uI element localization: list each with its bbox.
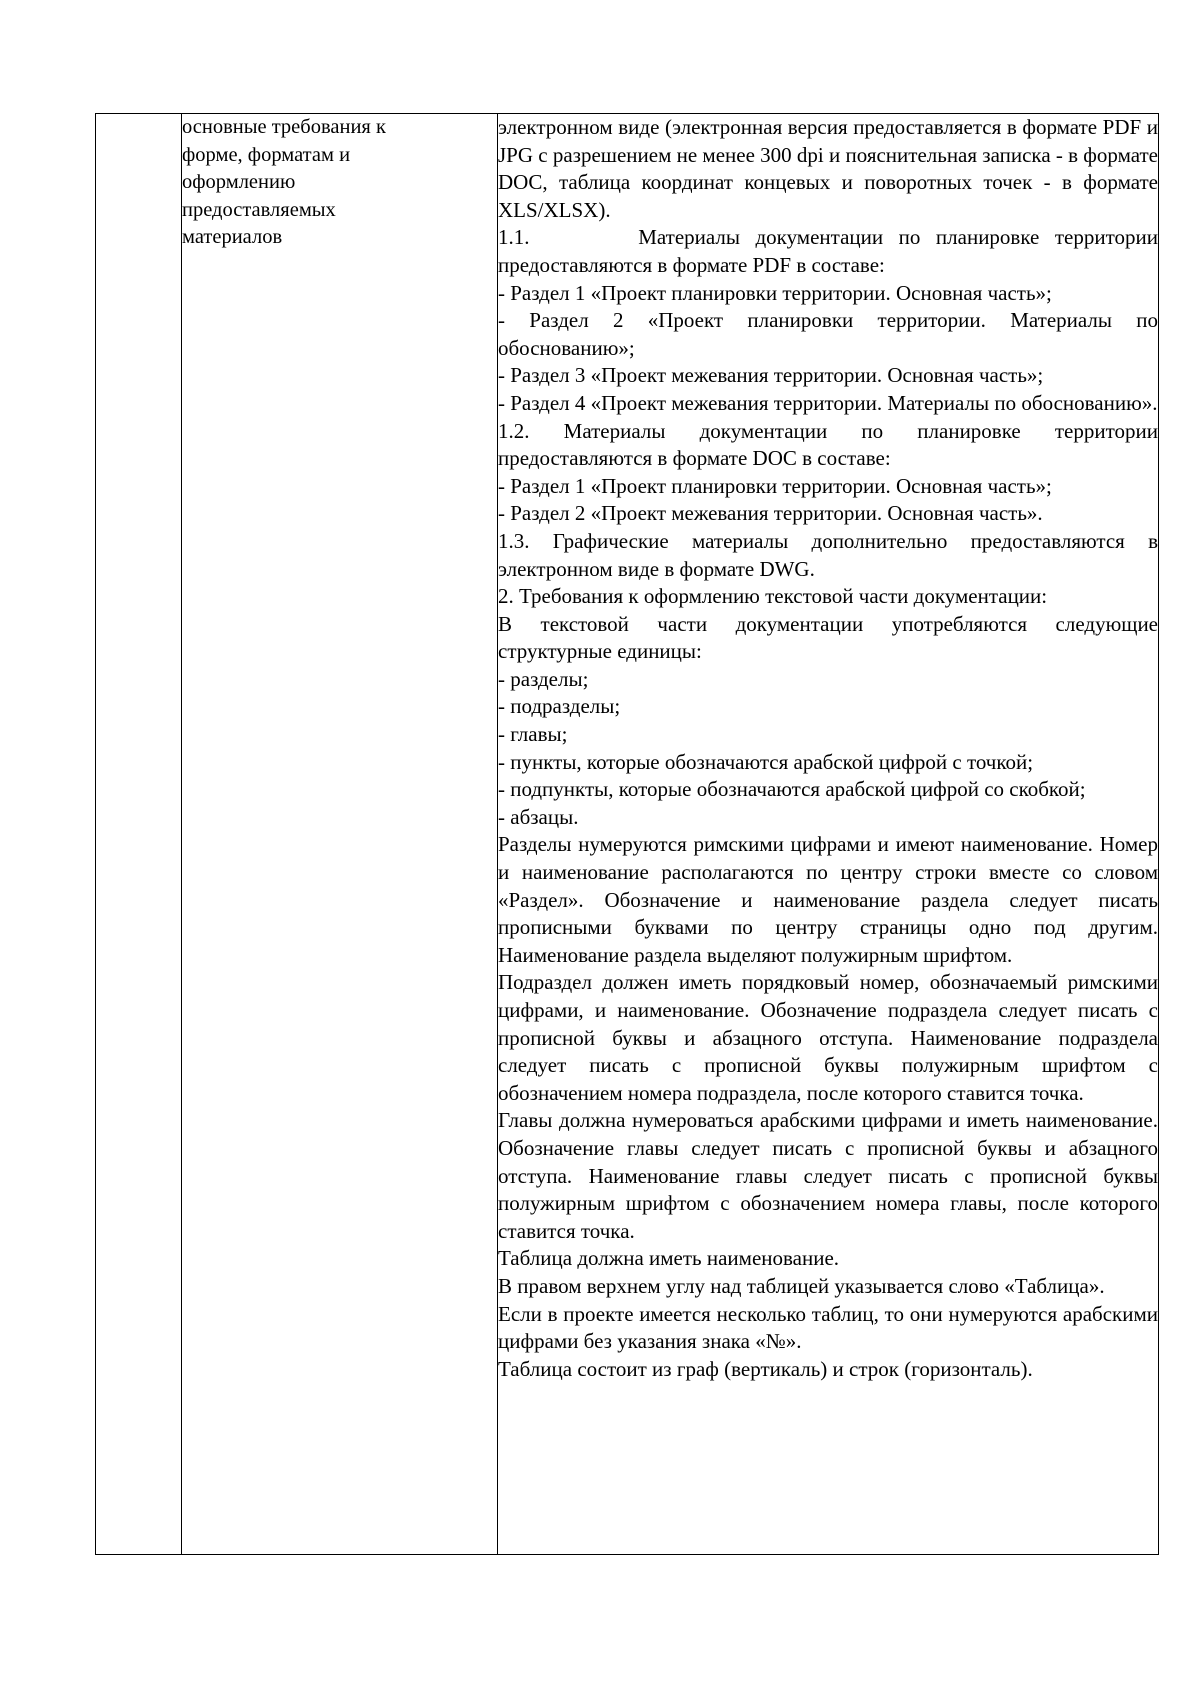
list-item: - абзацы. [498, 804, 579, 829]
list-item: - Раздел 2 «Проект планировки территории. Материалы по обоснованию»; [498, 308, 1158, 360]
list-item: - Раздел 3 «Проект межевания территории. Основная часть»; [498, 363, 1044, 388]
paragraph: Таблица состоит из граф (вертикаль) и строк (горизонталь). [498, 1356, 1033, 1381]
row-name-line: материалов [182, 226, 283, 249]
list-item: - Раздел 1 «Проект планировки территории. Основная часть»; [498, 473, 1052, 498]
row-name-line: форме, форматам и [182, 143, 351, 166]
row-description-cell [498, 114, 1159, 1555]
list-item: - пункты, которые обозначаются арабской цифрой с точкой; [498, 749, 1034, 774]
list-item: - Раздел 2 «Проект межевания территории. Основная часть». [498, 501, 1043, 526]
row-name-line: оформлению [182, 171, 296, 194]
requirements-table [95, 113, 1159, 1555]
list-item: - главы; [498, 722, 568, 747]
paragraph: 2. Требования к оформлению текстовой части документации: [498, 584, 1048, 609]
paragraph: Если в проекте имеется несколько таблиц, то они нумеруются арабскими цифрами без указания знака «№». [498, 1301, 1158, 1354]
row-name-line: основные требования к [182, 116, 386, 138]
list-item: - Раздел 1 «Проект планировки территории. Основная часть»; [498, 280, 1052, 305]
paragraph: 1.3. Графические материалы дополнительно предоставляются в электронном виде в формате DWG. [498, 528, 1158, 581]
paragraph: Подраздел должен иметь порядковый номер, обозначаемый римскими цифрами, и наименование. Обозначение подраздела следует писать с прописной буквы и абзацного отступа. Наименование подраздела следует писать с прописной буквы полужирным шрифтом с обозначением номера подраздела, после которого ставится точка. [498, 970, 1158, 1105]
list-item: - Раздел 4 «Проект межевания территории. Материалы по обоснованию». [498, 390, 1158, 415]
paragraph: В текстовой части документации употребляются следующие структурные единицы: [498, 611, 1158, 664]
row-number-cell [96, 114, 182, 1555]
row-name-cell [182, 114, 498, 1555]
paragraph: В правом верхнем углу над таблицей указывается слово «Таблица». [498, 1273, 1105, 1298]
paragraph: 1.1. Материалы документации по планировке территории предоставляются в формате PDF в составе: [498, 225, 1158, 277]
row-name-line: предоставляемых [182, 198, 336, 221]
list-item: - подпункты, которые обозначаются арабской цифрой со скобкой; [498, 777, 1086, 802]
paragraph: электронном виде (электронная версия предоставляется в формате PDF и JPG с разрешением не менее 300 dpi и пояснительная записка - в формате DOC, таблица координат концевых и поворотных точек - в формате XLS/XLSX). [498, 115, 1159, 222]
paragraph: 1.2. Материалы документации по планировке территории предоставляются в формате DOC в составе: [498, 418, 1158, 471]
paragraph: Таблица должна иметь наименование. [498, 1246, 840, 1271]
list-item: - разделы; [498, 666, 589, 691]
list-item: - подразделы; [498, 694, 621, 719]
paragraph: Разделы нумеруются римскими цифрами и имеют наименование. Номер и наименование располагаются по центру строки вместе со словом «Раздел». Обозначение и наименование раздела следует писать прописными буквами по центру страницы одно под другим. Наименование раздела выделяют полужирным шрифтом. [498, 832, 1158, 967]
paragraph: Главы должна нумероваться арабскими цифрами и иметь наименование. Обозначение главы следует писать с прописной буквы и абзацного отступа. Наименование главы следует писать с прописной буквы полужирным шрифтом с обозначением номера главы, после которого ставится точка. [498, 1108, 1158, 1243]
table-row [96, 114, 1159, 1555]
